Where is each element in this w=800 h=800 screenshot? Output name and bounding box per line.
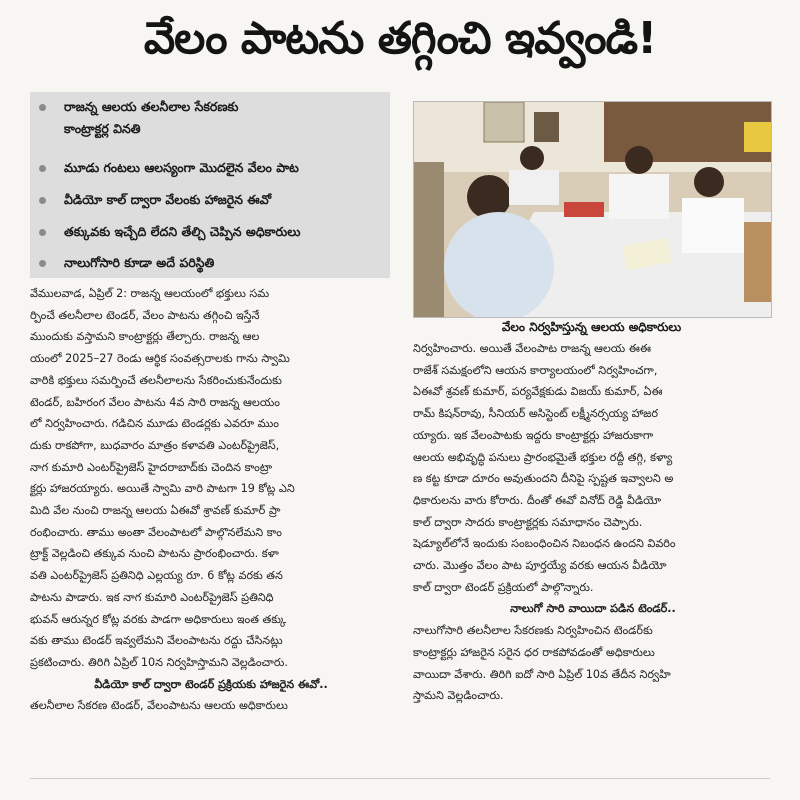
body-line: ర్పించే తలనీలాల టెండర్‌, వేలం పాటను తగ్గించి ఇస్తేనే <box>30 308 260 322</box>
body-line: కాంట్రాక్టర్లు హాజరైన సరైన ధర రాకపోవడంతో అధికారులు <box>413 645 655 659</box>
body-line: కాల్‌ ద్వారా సాదరు కాంట్రాక్టర్లకు సమాధానం చెప్పారు. <box>413 515 643 529</box>
bullet-box <box>30 92 390 278</box>
body-line: ధికారులను వారు కోరారు. దీంతో ఈవో వినోద్‌ రెడ్డి వీడియో <box>413 493 662 507</box>
officials-photo-illustration <box>414 102 771 317</box>
body-line: స్తామని వెల్లడించారు. <box>413 689 504 703</box>
body-line: క్టర్లు హాజరయ్యారు. అయితే స్వామి వారి పాటగా 19 కోట్ల ఎని <box>30 482 295 496</box>
body-line: య్యారు. ఇక వేలంపాటకు ఇద్దరు కాంట్రాక్టర్లు హాజరుకాగా <box>413 428 654 442</box>
body-line: దుకు రాకపోగా, బుధవారం మాత్రం కళావతి ఎంటర్‌ప్రైజెస్‌, <box>30 438 280 452</box>
body-line: వేములవాడ, ఏప్రిల్‌ 2: రాజన్న ఆలయంలో భక్తులు సమ <box>30 287 270 300</box>
body-line: ముందుకు వస్తామని కాంట్రాక్టర్లు తేల్చారు. రాజన్న ఆల <box>30 330 260 344</box>
photo-caption: వేలం నిర్వహిస్తున్న ఆలయ అధికారులు <box>501 320 682 334</box>
body-line: టెండర్‌, బహిరంగ వేలం పాటను 4వ సారి రాజన్న ఆలయం <box>30 395 280 409</box>
bullet-dot-icon <box>39 165 46 172</box>
body-line: రంభించారు. తాము అంతా వేలంపాటలో పాల్గొనలేమని కాం <box>30 525 282 539</box>
bullet-text: వీడియో కాల్‌ ద్వారా వేలంకు హాజరైన ఈవో <box>64 192 272 207</box>
headline: వేలం పాటను తగ్గించి ఇవ్వండి! <box>143 13 657 64</box>
news-photo <box>413 101 772 318</box>
bullet-dot-icon <box>39 229 46 236</box>
body-line: ఏఈవో శ్రవణ్‌ కుమార్‌, పర్యవేక్షకుడు విజయ్‌ కుమార్‌, ఏఈ <box>413 385 663 399</box>
bullet-text: తక్కువకు ఇచ్చేది లేదని తేల్చి చెప్పిన అధికారులు <box>64 224 301 239</box>
bullet-text: కాంట్రాక్టర్ల వినతి <box>64 121 141 136</box>
left-column <box>30 283 392 717</box>
body-line: ట్రాక్ట్‌ వెల్లడించి తక్కువ నుంచి పాటను ప్రారంభించారు. కళా <box>30 547 279 561</box>
body-line: నాగ కుమారి ఎంటర్‌ప్రైజెస్‌ హైదరాబాద్‌కు చెందిన కాంట్రా <box>30 460 273 474</box>
body-line: భువన్‌ ఆరున్నర కోట్ల వరకు పాడగా అధికారులు ఇంత తక్కు <box>30 612 287 626</box>
section-subhead: వీడియో కాల్‌ ద్వారా టెండర్‌ ప్రక్రియకు హాజరైన ఈవో.. <box>94 677 328 691</box>
body-line: యంలో 2025–27 రెండు ఆర్థిక సంవత్సరాలకు గాను స్వామి <box>30 352 290 366</box>
body-line: నిర్వహించారు. అయితే వేలంపాట రాజన్న ఆలయ ఈఈ <box>413 342 651 355</box>
bottom-divider <box>30 778 770 779</box>
bullet-text: మూడు గంటలు ఆలస్యంగా మొదలైన వేలం పాట <box>64 160 299 175</box>
bullet-item <box>30 223 390 243</box>
body-line: నాలుగోసారి తలనీలాల సేకరణకు నిర్వహించిన టెండర్‌కు <box>413 624 653 638</box>
body-line: వతి ఎంటర్‌ప్రైజెస్‌ ప్రతినిధి ఎల్లయ్య రూ. 6 కోట్ల వరకు తన <box>30 569 283 583</box>
bullet-dot-icon <box>39 260 46 267</box>
bullet-dot-icon <box>39 197 46 204</box>
bullet-item <box>30 191 390 211</box>
body-line: ప్రకటించారు. తిరిగి ఏప్రిల్‌ 10న నిర్వహిస్తామని వెల్లడించారు. <box>30 655 288 669</box>
body-line: ఆలయ అభివృద్ధి పనులు ప్రారంభమైతే భక్తుల రద్దీ తగ్గి, కళ్యా <box>413 450 673 464</box>
body-line: లో నిర్వహించారు. గడిచిన మూడు టెండర్లకు ఎవరూ ముం <box>30 417 279 431</box>
body-line: ణ కట్ట కూడా దూరం అవుతుందని దీనిపై స్పష్టత ఇవ్వాలని అ <box>413 472 674 486</box>
body-line: తలనీలాల సేకరణ టెండర్‌, వేలంపాటను ఆలయ అధికారులు <box>30 699 288 713</box>
bullet-text: నాలుగోసారి కూడా అదే పరిస్థితి <box>64 255 215 270</box>
body-line: వకు తాము టెండర్‌ ఇవ్వలేమని వేలంపాటను రద్దు చేసినట్లు <box>30 634 283 648</box>
body-line: వాయిదా వేశారు. తిరిగి ఐదో సారి ఏప్రిల్‌ 10వ తేదీన నిర్వహి <box>413 667 671 681</box>
bullet-item <box>30 98 390 138</box>
body-line: పాటను పాడారు. ఇక నాగ కుమారి ఎంటర్‌ప్రైజెస్‌ ప్రతినిధి <box>30 590 274 604</box>
body-line: మిది వేల నుంచి రాజన్న ఆలయ ఏఈవో శ్రావణ్‌ కుమార్‌ ప్రా <box>30 504 281 518</box>
right-column <box>413 338 773 707</box>
body-line: రామ్‌ కిషన్‌రావు, సీనియర్‌ అసిస్టెంట్‌ లక్ష్మీనర్సయ్య హాజర <box>413 407 658 421</box>
bullet-text: రాజన్న ఆలయ తలనీలాల సేకరణకు <box>64 99 239 114</box>
body-line: షెడ్యూల్‌లోనే ఇందుకు సంబంధించిన నిబంధన ఉందని వివరిం <box>413 537 676 551</box>
body-line: రాజేశ్‌ సమక్షంలోని ఆయన కార్యాలయంలో నిర్వహించగా, <box>413 363 658 377</box>
section-subhead: నాలుగో సారి వాయిదా పడిన టెండర్‌.. <box>510 602 676 616</box>
bullet-item <box>30 254 390 274</box>
body-line: చారు. మొత్తం వేలం పాట పూర్తయ్యే వరకు ఆయన వీడియో <box>413 559 667 573</box>
body-line: కాల్‌ ద్వారా టెండర్‌ ప్రక్రియలో పాల్గొన్నారు. <box>413 580 594 594</box>
bullet-item <box>30 159 390 179</box>
bullet-dot-icon <box>39 104 46 111</box>
body-line: వారికి భక్తులు సమర్పించే తలనీలాలను సేకరించుకునేందుకు <box>30 373 282 387</box>
